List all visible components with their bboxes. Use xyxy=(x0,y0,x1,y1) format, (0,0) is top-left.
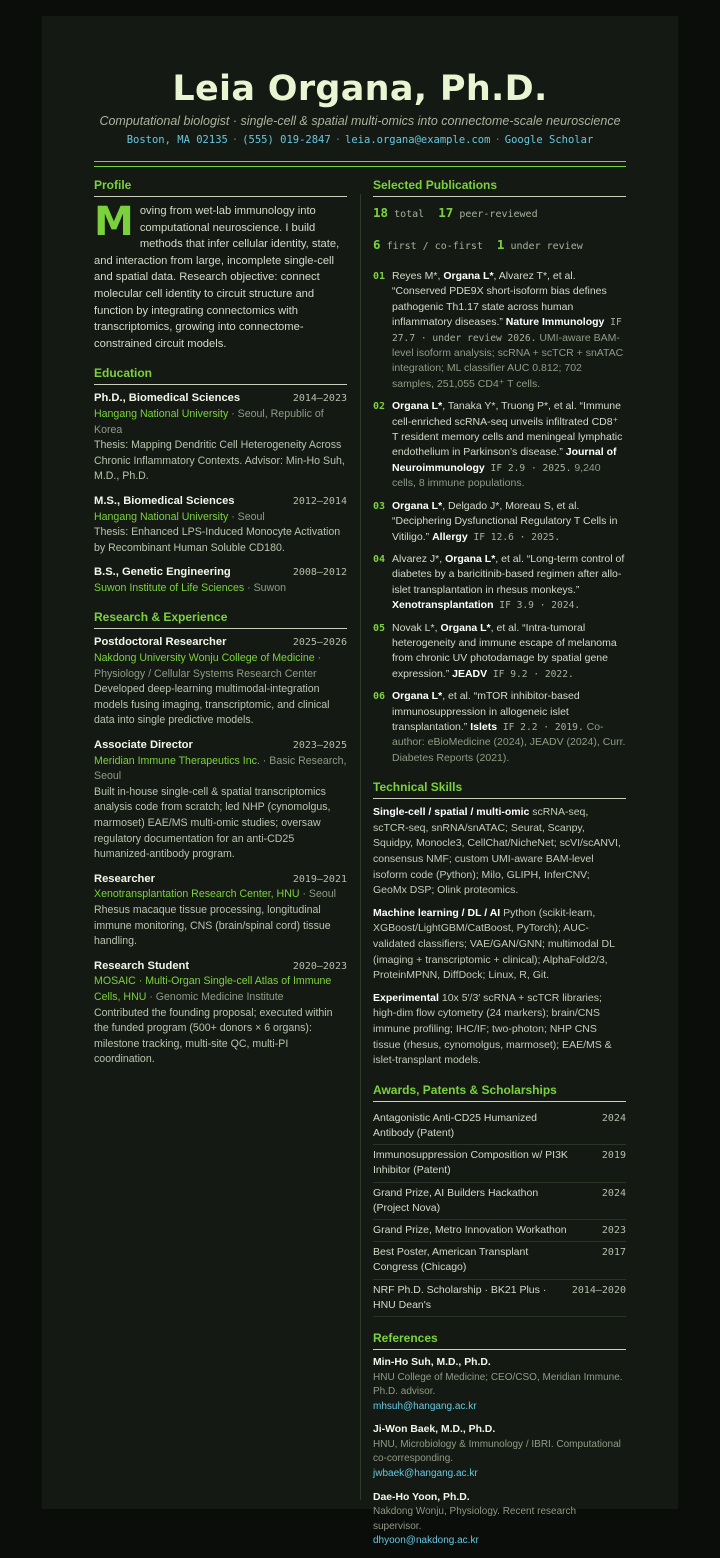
profile-dropcap: M xyxy=(94,199,134,245)
section-title-awards: Awards, Patents & Scholarships xyxy=(373,1083,626,1102)
reference-name: Min-Ho Suh, M.D., Ph.D. xyxy=(373,1356,491,1368)
award-item xyxy=(373,1242,626,1279)
entry-organization: Meridian Immune Therapeutics Inc. xyxy=(94,754,260,767)
stat-peer-count: 17 xyxy=(438,205,454,220)
award-year: 2014–2020 xyxy=(571,1284,626,1296)
entry-header xyxy=(94,391,347,407)
publication-note: UMI-aware BAM-level isoform analysis; scRNA + scTCR + snATAC integration; ML classifier AUC 0.812; 702 samples, 251,055 CD4⁺ T cells. xyxy=(392,331,624,390)
publication-self-author: Organa L* xyxy=(445,552,496,565)
entry-description: Contributed the founding proposal; executed within the funded program (500+ donors × 6 organs): milestone tracking, multi-site QC, multi-PI coordination. xyxy=(94,1006,333,1066)
award-name: Grand Prize, AI Builders Hackathon (Project Nova) xyxy=(373,1186,539,1214)
right-column xyxy=(373,178,626,1558)
award-item xyxy=(373,1108,626,1145)
tagline: Computational biologist · single-cell & spatial multi-omics into connectome-scale neuroscience xyxy=(99,114,621,128)
entry-title: M.S., Biomedical Sciences xyxy=(94,494,235,507)
contact-separator: · xyxy=(494,134,501,146)
entry-date: 2012–2014 xyxy=(292,495,347,507)
publication-list xyxy=(373,269,626,766)
award-year: 2023 xyxy=(601,1224,626,1236)
entry-description: Thesis: Mapping Dendritic Cell Heterogeneity Across Chronic Inflammatory Contexts. Advisor: Min-Ho Suh, M.D., Ph.D. xyxy=(94,439,345,483)
entry-header xyxy=(94,872,347,888)
education-entry xyxy=(94,391,347,485)
profile-text xyxy=(94,199,347,352)
award-year: 2017 xyxy=(601,1247,626,1259)
entry-location: · Seoul xyxy=(299,888,337,901)
research-entry xyxy=(94,872,347,950)
entry-title: Researcher xyxy=(94,872,155,885)
publication-number: 04 xyxy=(373,553,386,565)
left-column xyxy=(94,178,347,1077)
publication-note: Co-author: eBioMedicine (2024), JEADV (2024), Curr. Diabetes Reports (2021). xyxy=(392,720,626,764)
entry-header xyxy=(94,565,347,581)
reference-item xyxy=(373,1356,626,1414)
entry-organization: Nakdong University Wonju College of Medicine xyxy=(94,652,315,665)
google-scholar-link[interactable]: Google Scholar xyxy=(504,134,594,146)
award-item xyxy=(373,1220,626,1242)
award-year: 2024 xyxy=(601,1187,626,1199)
stat-total-count: 18 xyxy=(373,205,389,220)
entry-location: · Seoul xyxy=(228,510,265,523)
reference-description: HNU College of Medicine; CEO/CSO, Meridian Immune. Ph.D. advisor. xyxy=(373,1371,623,1398)
stats-row xyxy=(373,237,626,255)
entry-date: 2023–2025 xyxy=(292,740,347,752)
skill-label: Experimental xyxy=(373,991,439,1004)
publication-citation: , et al. “Intra-tumoral heterogeneity and immune escape of melanoma from chronic UV photodamage by spatial gene expression.” xyxy=(392,621,617,680)
award-name: Grand Prize, Metro Innovation Workathon xyxy=(373,1223,567,1236)
section-title-skills: Technical Skills xyxy=(373,780,626,799)
publication-authors-pre: Alvarez J*, xyxy=(392,552,446,565)
award-year: 2024 xyxy=(601,1112,626,1124)
section-title-profile: Profile xyxy=(94,178,347,197)
publication-self-author: Organa L* xyxy=(443,270,494,282)
publication-note: 9,240 cells, 8 immune populations. xyxy=(392,461,601,490)
reference-email-link[interactable]: jwbaek@hangang.ac.kr xyxy=(373,1468,478,1480)
contact-phone[interactable]: (555) 019-2847 xyxy=(242,134,331,146)
section-title-references: References xyxy=(373,1331,626,1350)
award-item xyxy=(373,1145,626,1182)
skill-item xyxy=(373,805,626,899)
publication-meta: IF 9.2 · 2022. xyxy=(487,668,574,680)
reference-description: Nakdong Wonju, Physiology. Recent research supervisor. xyxy=(373,1506,577,1532)
entry-location: · Genomic Medicine Institute xyxy=(146,990,284,1003)
contact-line xyxy=(42,134,678,146)
reference-description: HNU, Microbiology & Immunology / IBRI. Computational co-corresponding. xyxy=(373,1438,621,1465)
publication-self-author: Organa L* xyxy=(392,400,443,413)
entry-title: Research Student xyxy=(94,959,190,972)
entry-date: 2014–2023 xyxy=(292,393,347,405)
publication-self-author: Organa L* xyxy=(440,621,491,634)
research-list xyxy=(94,635,347,1067)
skill-item xyxy=(373,906,626,984)
award-name: Immunosuppression Composition w/ PI3K Inhibitor (Patent) xyxy=(373,1149,568,1177)
research-entry xyxy=(94,959,347,1068)
entry-organization: Suwon Institute of Life Sciences xyxy=(94,581,245,594)
publication-number: 01 xyxy=(373,271,386,282)
publication-citation: , Delgado J*, Moreau S, et al. “Deciphering Dysfunctional Regulatory T Cells in Vitiligo.” xyxy=(392,499,618,543)
skills-list xyxy=(373,805,626,1069)
publication-meta: IF 2.9 · 2025. xyxy=(484,462,572,474)
stat-first-label: first / co-first xyxy=(386,241,483,252)
publication-item xyxy=(373,269,626,392)
reference-name: Ji-Won Baek, M.D., Ph.D. xyxy=(373,1424,496,1436)
reference-name: Dae-Ho Yoon, Ph.D. xyxy=(373,1491,470,1503)
publication-citation: , Alvarez T*, et al. “Conserved PDE9X short-isoform bias defines pathogenic Th1.17 state across human inflammatory diseases.” xyxy=(392,270,607,329)
entry-title: Associate Director xyxy=(94,739,193,752)
profile-body: oving from wet-lab immunology into computational neuroscience. I build methods that infer cellular identity, state, and interaction from large, incomplete single-cell and spatial data. Research objective: connect molecular cell identity to circuit structure and function by integrating connectomics with transcriptomics, growing into connectome-constrained circuit models. xyxy=(94,205,340,350)
skill-item xyxy=(373,991,626,1069)
publication-journal: Nature Immunology xyxy=(505,316,605,329)
entry-date: 2025–2026 xyxy=(292,637,347,649)
education-entry xyxy=(94,494,347,556)
contact-email-link[interactable]: leia.organa@example.com xyxy=(345,134,491,146)
entry-organization: Hangang National University xyxy=(94,510,229,523)
publication-citation: , et al. “mTOR inhibitor-based immunosuppression in allogeneic islet transplantation.” xyxy=(392,690,580,733)
research-entry xyxy=(94,635,347,729)
entry-affiliation xyxy=(94,754,347,785)
entry-description: Built in-house single-cell & spatial transcriptomics analysis code from scratch; led NHP (cynomolgus, marmoset) EAE/MS multi-omic studies; oversaw regulatory documentation for an anti-CD25 humanized-antibody program. xyxy=(94,785,331,861)
entry-affiliation xyxy=(94,651,347,682)
publication-self-author: Organa L* xyxy=(392,499,443,512)
publication-journal: Allergy xyxy=(432,530,468,543)
contact-location: Boston, MA 02135 xyxy=(126,134,228,146)
publication-meta: IF 2.2 · 2019. xyxy=(497,721,584,733)
skill-label: Machine learning / DL / AI xyxy=(373,906,501,919)
reference-item xyxy=(373,1491,626,1549)
award-name: NRF Ph.D. Scholarship · BK21 Plus · HNU Dean's xyxy=(373,1283,547,1311)
stat-peer-label: peer-reviewed xyxy=(459,209,538,220)
entry-location: · Physiology / Cellular Systems Research Center xyxy=(94,652,322,680)
entry-date: 2008–2012 xyxy=(292,567,347,579)
skill-text: scRNA-seq, scTCR-seq, snRNA/snATAC; Seurat, Scanpy, Squidpy, Monocle3, CellChat/NicheNet; scVI/scANVI, consensus NMF; custom UMI-aware BAM-level isoform code (Python); Milo, GLIPH, InferCNV; GeoMx DSP; Olink proteomics. xyxy=(373,806,621,897)
entry-location: · Suwon xyxy=(244,581,286,594)
entry-header xyxy=(94,959,347,975)
entry-affiliation xyxy=(94,581,347,597)
entry-description: Thesis: Enhanced LPS-Induced Monocyte Activation by Recombinant Human Soluble CD180. xyxy=(94,526,341,554)
reference-email-link[interactable]: dhyoon@nakdong.ac.kr xyxy=(373,1535,479,1547)
publication-meta: IF 27.7 · under review 2026. xyxy=(392,317,622,344)
publication-number: 05 xyxy=(373,622,386,634)
publication-citation: , et al. “Long-term control of diabetes by a baricitinib-based regimen after allo-islet transplantation in rhesus monkeys.” xyxy=(392,552,625,596)
skill-text: Python (scikit-learn, XGBoost/LightGBM/CatBoost, PyTorch); AUC-validated classifiers; VAE/GAN/GNN; multimodal DL (imaging + transcriptomic + clinical); AlphaFold2/3, ProteinMPNN, DiffDock; Linux, R, Git. xyxy=(373,906,615,982)
entry-organization: Hangang National University xyxy=(94,407,229,420)
publication-citation: , Tanaka Y*, Truong P*, et al. “Immune cell-enriched scRNA-seq unveils infiltrated CD8⁺ T resident memory cells and meningeal lymphatic endothelium in Parkinson’s disease.” xyxy=(392,400,623,459)
publication-meta: IF 12.6 · 2025. xyxy=(467,531,561,543)
stat-total-label: total xyxy=(394,209,425,220)
skill-text: 10x 5′/3′ scRNA + scTCR libraries; high-dim flow cytometry (24 markers); brain/CNS immune profiling; IHC/IF; two-photon; NHP CNS tissue (rhesus, cynomolgus, marmoset); EAE/MS & islet-transplant models. xyxy=(373,991,612,1067)
research-entry xyxy=(94,738,347,863)
publication-item xyxy=(373,552,626,614)
stat-review-label: under review xyxy=(510,241,583,252)
references-list xyxy=(373,1356,626,1549)
publication-number: 03 xyxy=(373,500,386,512)
award-name: Best Poster, American Transplant Congress (Chicago) xyxy=(373,1246,529,1274)
skill-label: Single-cell / spatial / multi-omic xyxy=(373,806,530,819)
entry-title: Ph.D., Biomedical Sciences xyxy=(94,392,241,405)
stat-first-count: 6 xyxy=(373,237,381,252)
entry-date: 2019–2021 xyxy=(292,873,347,885)
entry-affiliation xyxy=(94,887,347,903)
section-title-publications: Selected Publications xyxy=(373,178,626,197)
entry-organization: MOSAIC · Multi-Organ Single-cell Atlas of Immune Cells, HNU xyxy=(94,975,332,1003)
section-title-research: Research & Experience xyxy=(94,610,347,629)
publication-journal: JEADV xyxy=(452,667,488,680)
stats-row xyxy=(373,205,626,223)
publication-stats xyxy=(373,205,626,255)
education-entry xyxy=(94,565,347,596)
award-item xyxy=(373,1183,626,1220)
header-double-rule xyxy=(94,161,626,167)
publication-authors-pre: Reyes M*, xyxy=(392,270,444,282)
entry-title: B.S., Genetic Engineering xyxy=(94,566,231,579)
publication-journal: Xenotransplantation xyxy=(392,599,494,612)
education-list xyxy=(94,391,347,596)
resume-header xyxy=(42,68,678,146)
publication-item xyxy=(373,499,626,545)
publication-item xyxy=(373,689,626,766)
entry-description: Developed deep-learning multimodal-integration models fusing imaging, transcriptomic, and clinical data into single predictive models. xyxy=(94,683,330,727)
publication-item xyxy=(373,621,626,683)
publication-meta: IF 3.9 · 2024. xyxy=(493,600,581,612)
publication-authors-pre: Novak L*, xyxy=(392,621,441,634)
reference-item xyxy=(373,1423,626,1481)
entry-description: Rhesus macaque tissue processing, longitudinal immune monitoring, CNS (brain/spinal cord) tissue handling. xyxy=(94,903,331,948)
entry-organization: Xenotransplantation Research Center, HNU xyxy=(94,888,300,901)
publication-item xyxy=(373,399,626,491)
publication-number: 06 xyxy=(373,691,386,703)
entry-location: · Basic Research, Seoul xyxy=(94,754,347,783)
publication-journal: Journal of Neuroimmunology xyxy=(392,446,617,474)
reference-email-link[interactable]: mhsuh@hangang.ac.kr xyxy=(373,1400,477,1412)
candidate-name: Leia Organa, Ph.D. xyxy=(172,69,548,109)
awards-list xyxy=(373,1108,626,1317)
publication-self-author: Organa L* xyxy=(392,690,443,703)
entry-header xyxy=(94,635,347,651)
entry-location: · Seoul, Republic of Korea xyxy=(94,407,324,436)
publication-number: 02 xyxy=(373,401,386,413)
column-divider xyxy=(360,194,361,1500)
entry-date: 2020–2023 xyxy=(292,960,347,972)
entry-header xyxy=(94,738,347,754)
entry-affiliation xyxy=(94,974,347,1005)
stat-review-count: 1 xyxy=(496,237,505,252)
publication-journal: Islets xyxy=(470,720,498,733)
section-title-education: Education xyxy=(94,366,347,385)
entry-header xyxy=(94,494,347,510)
entry-title: Postdoctoral Researcher xyxy=(94,636,227,649)
award-name: Antagonistic Anti-CD25 Humanized Antibody (Patent) xyxy=(373,1111,538,1139)
contact-separator: · xyxy=(334,134,342,146)
award-year: 2019 xyxy=(601,1150,626,1162)
contact-separator: · xyxy=(231,134,239,146)
entry-affiliation xyxy=(94,407,347,438)
entry-affiliation xyxy=(94,510,347,526)
award-item xyxy=(373,1280,626,1317)
resume-sheet xyxy=(42,16,678,1547)
